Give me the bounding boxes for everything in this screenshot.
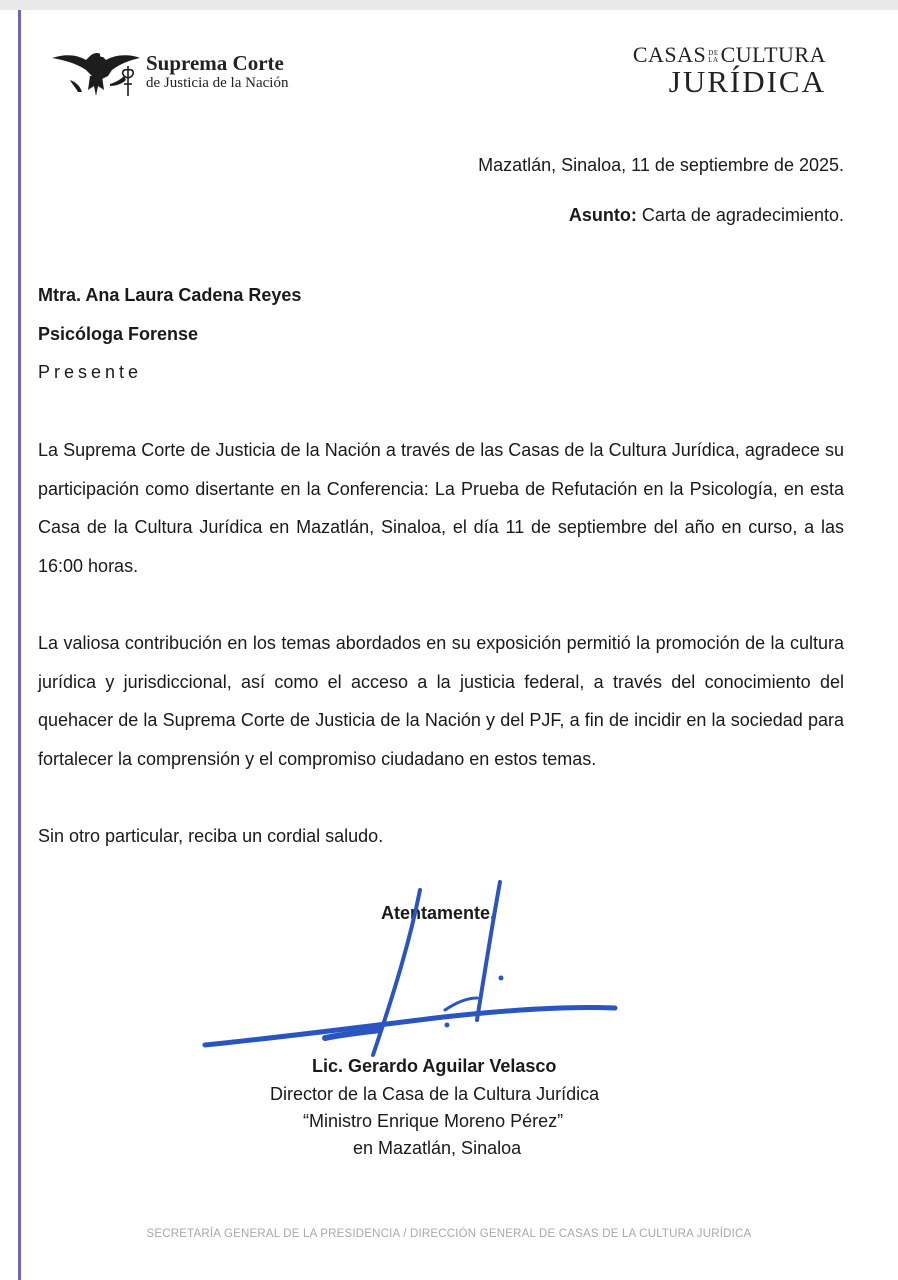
- eagle-emblem-icon: [50, 46, 142, 98]
- scjn-logo: [50, 46, 310, 108]
- subject-label: Asunto:: [568, 205, 637, 225]
- atentamente: Atentamente,: [381, 903, 496, 923]
- ccj-logo: [616, 44, 826, 98]
- ccj-word-casas: CASAS: [632, 42, 707, 67]
- signatory-title-line-1: Director de la Casa de la Cultura Jurídica: [270, 1084, 600, 1104]
- footer-text: SECRETARÍA GENERAL DE LA PRESIDENCIA / DIRECCIÓN GENERAL DE CASAS DE LA CULTURA JURÍDICA: [146, 1228, 752, 1240]
- signatory-title-line-2: “Ministro Enrique Moreno Pérez”: [303, 1111, 564, 1131]
- ccj-la: LA: [708, 55, 719, 64]
- recipient-role: Psicóloga Forense: [38, 324, 199, 344]
- scjn-subtitle: de Justicia de la Nación: [146, 75, 289, 91]
- letter-page: [0, 10, 898, 1280]
- closing-line: Sin otro particular, reciba un cordial saludo.: [38, 826, 384, 846]
- body-paragraph-1: La Suprema Corte de Justicia de la Nación a través de las Casas de la Cultura Jurídica, agradece su participación como disertante en la Conferencia: La Prueba de Refutación en la Psicología, en esta Casa de la Cultura Jurídica en Mazatlán, Sinaloa, el día 11 de septiembre del año en curso, a las 16:00 horas.: [38, 440, 844, 576]
- ccj-word-cultura: CULTURA: [720, 42, 826, 67]
- ccj-logo-top: [616, 44, 826, 66]
- left-margin-line: [18, 10, 21, 1280]
- ccj-de: DE: [708, 48, 719, 57]
- recipient-presente: Presente: [38, 362, 143, 382]
- signatory-title-line-3: en Mazatlán, Sinaloa: [353, 1138, 522, 1158]
- scjn-title: Suprema Corte: [146, 51, 284, 75]
- date-line: Mazatlán, Sinaloa, 11 de septiembre de 2025.: [478, 155, 844, 175]
- ccj-logo-bottom: JURÍDICA: [668, 64, 826, 99]
- body-paragraph-2: La valiosa contribución en los temas abordados en su exposición permitió la promoción de la cultura jurídica y jurisdiccional, así como el acceso a la justicia federal, a través del conocimiento del quehacer de la Suprema Corte de Justicia de la Nación y del PJF, a fin de incidir en la sociedad para fortalecer la comprensión y el compromiso ciudadano en estos temas.: [38, 633, 844, 769]
- subject-line: [569, 204, 844, 226]
- subject-text: Carta de agradecimiento.: [636, 205, 844, 225]
- signatory-name: Lic. Gerardo Aguilar Velasco: [312, 1056, 557, 1076]
- ccj-de-la: [708, 50, 718, 64]
- recipient-name: Mtra. Ana Laura Cadena Reyes: [38, 285, 302, 305]
- handwritten-signature: [195, 870, 625, 1070]
